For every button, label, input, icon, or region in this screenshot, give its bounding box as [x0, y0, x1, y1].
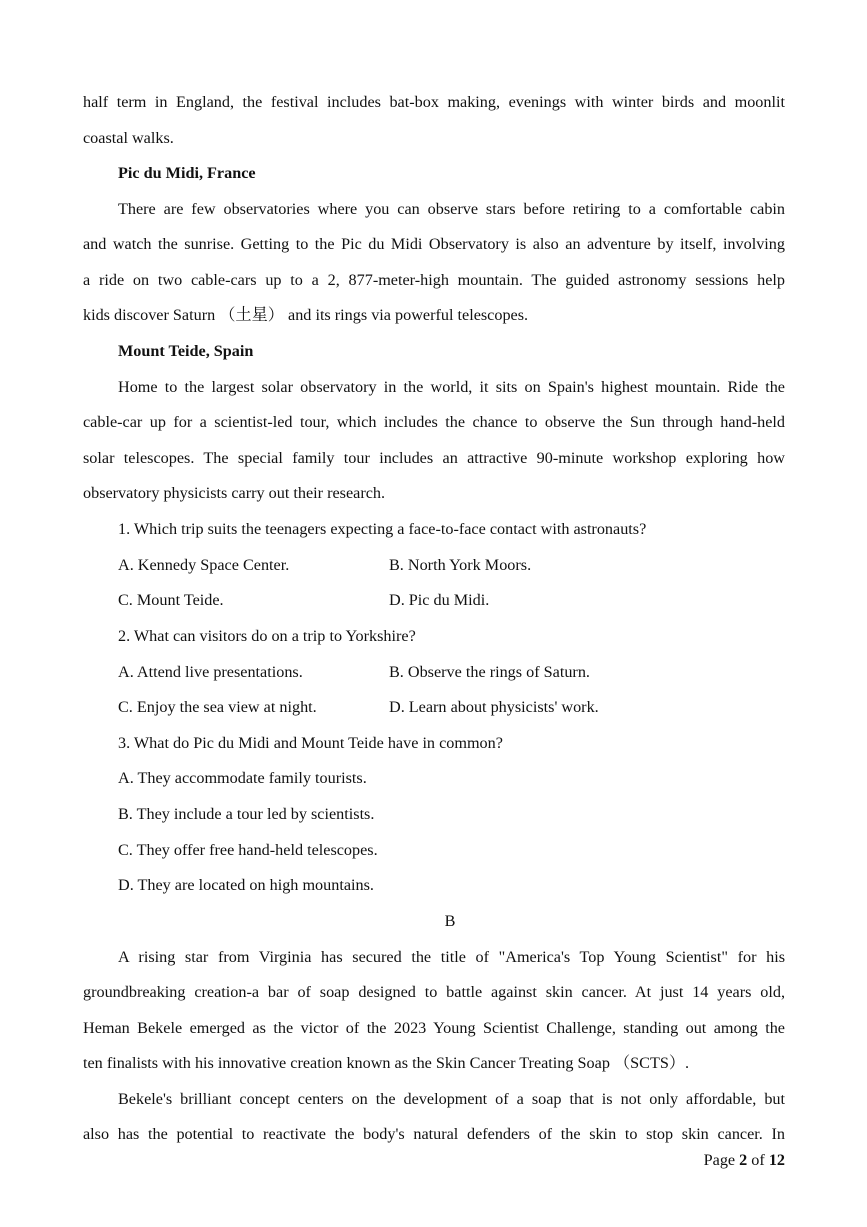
paragraph-line: kids discover Saturn （土星） and its rings via powerful telescopes. — [83, 306, 529, 324]
section-b-label: B — [444, 912, 456, 930]
paragraph-line: Home to the largest solar observatory in the world, it sits on Spain's highest mountain. Ride the — [118, 378, 785, 396]
paragraph-line: a ride on two cable-cars up to a 2, 877-meter-high mountain. The guided astronomy sessions help — [83, 271, 785, 289]
paragraph-line: half term in England, the festival includes bat-box making, evenings with winter birds and moonlit — [83, 93, 785, 111]
section-heading-mount-teide: Mount Teide, Spain — [118, 342, 254, 360]
question-2-option-a: A. Attend live presentations. — [118, 663, 303, 681]
paragraph-line: and watch the sunrise. Getting to the Pic du Midi Observatory is also an adventure by itself, involving — [83, 235, 785, 253]
question-3-option-a: A. They accommodate family tourists. — [118, 769, 367, 787]
paragraph-line: Bekele's brilliant concept centers on the development of a soap that is not only affordable, but — [118, 1090, 785, 1108]
question-3-option-b: B. They include a tour led by scientists. — [118, 805, 375, 823]
paragraph-line: groundbreaking creation-a bar of soap designed to battle against skin cancer. At just 14 years old, — [83, 983, 785, 1001]
paragraph-line: also has the potential to reactivate the body's natural defenders of the skin to stop skin cancer. In — [83, 1125, 785, 1143]
paragraph-line: There are few observatories where you can observe stars before retiring to a comfortable cabin — [118, 200, 785, 218]
question-3-option-c: C. They offer free hand-held telescopes. — [118, 841, 378, 859]
page-number — [704, 1150, 785, 1170]
page-number-total: 12 — [768, 1151, 785, 1169]
question-3-option-d: D. They are located on high mountains. — [118, 876, 374, 894]
question-1-option-a: A. Kennedy Space Center. — [118, 556, 290, 574]
question-1-option-d: D. Pic du Midi. — [389, 591, 490, 609]
question-1-stem: 1. Which trip suits the teenagers expecting a face-to-face contact with astronauts? — [118, 520, 647, 538]
page-number-of: of — [751, 1151, 765, 1169]
paragraph-line: ten finalists with his innovative creation known as the Skin Cancer Treating Soap （SCTS）. — [83, 1054, 690, 1072]
paragraph-line: cable-car up for a scientist-led tour, which includes the chance to observe the Sun through hand-held — [83, 413, 785, 431]
question-2-option-c: C. Enjoy the sea view at night. — [118, 698, 317, 716]
paragraph-line: observatory physicists carry out their research. — [83, 484, 386, 502]
paragraph-line: solar telescopes. The special family tour includes an attractive 90-minute workshop exploring how — [83, 449, 785, 467]
paragraph-line: coastal walks. — [83, 129, 174, 147]
page-number-current: 2 — [739, 1151, 748, 1169]
page-number-prefix: Page — [703, 1151, 736, 1169]
question-2-option-b: B. Observe the rings of Saturn. — [389, 663, 590, 681]
question-2-stem: 2. What can visitors do on a trip to Yorkshire? — [118, 627, 416, 645]
question-1-option-b: B. North York Moors. — [389, 556, 532, 574]
question-1-option-c: C. Mount Teide. — [118, 591, 224, 609]
question-3-stem: 3. What do Pic du Midi and Mount Teide have in common? — [118, 734, 503, 752]
section-heading-pic-du-midi: Pic du Midi, France — [118, 164, 256, 182]
paragraph-line: Heman Bekele emerged as the victor of the 2023 Young Scientist Challenge, standing out among the — [83, 1019, 785, 1037]
paragraph-line: A rising star from Virginia has secured the title of "America's Top Young Scientist" for his — [118, 948, 785, 966]
question-2-option-d: D. Learn about physicists' work. — [389, 698, 599, 716]
